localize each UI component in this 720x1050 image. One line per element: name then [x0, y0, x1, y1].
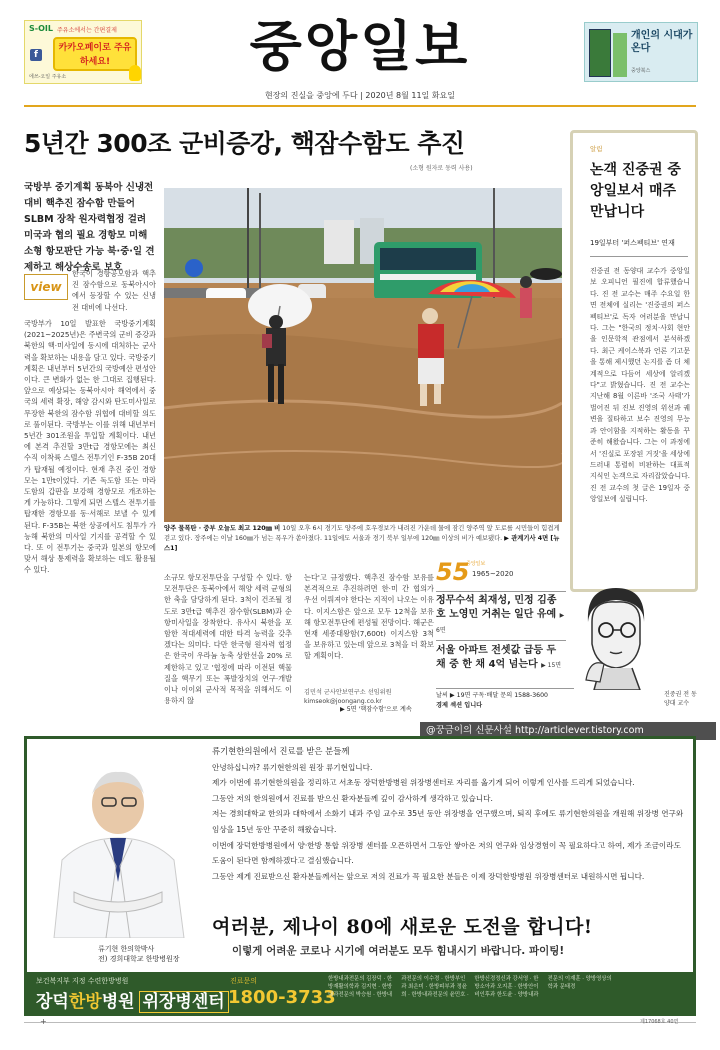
index-item-1-text: 정무수석 최재성, 민정 김종호 노영민 거취는 일단 유예	[436, 595, 557, 620]
masthead-slogan-date: 현장의 진실을 중앙에 두다 | 2020년 8월 11일 화요일	[264, 91, 456, 100]
top-right-book-ad[interactable]	[584, 22, 698, 82]
mascot-icon	[129, 65, 141, 81]
index-item-2-text: 서울 아파트 전셋값 급등 두 채 중 한 채 4억 넘는다	[436, 645, 557, 670]
notice-subtitle: 19일부터 '퍼스펙티브' 연재	[590, 239, 675, 247]
article-byline: 김민석 군사안보연구소 선임위원 kimseok@joongang.co.kr	[304, 689, 392, 705]
index-item-1[interactable]	[436, 594, 566, 638]
anniversary-years: 1965~2020	[472, 570, 514, 578]
index-item-1-page: ▶ 6면	[436, 612, 565, 634]
portrait-caption: 진중권 전 동양대 교수	[664, 691, 697, 707]
anniversary-badge	[436, 558, 568, 588]
doctor-caption	[98, 944, 180, 964]
ad-letter-line: 이번에 장덕한방병원에서 양·한방 통합 위장병 센터를 오픈하면서 그동안 쌓아온 저의 연구와 임상경험이 꼭 필요하다고 하여, 제가 조금이라도 도움이 된다면 함께하겠다고 결심했습니다.	[212, 840, 681, 866]
index-divider	[436, 591, 566, 592]
hospital-designation: 보건복지부 지정 수련한방병원	[36, 977, 129, 985]
lead-body-text: 국방부가 10일 발표한 국방중기계획(2021~2025년)은 주변국의 군비 증강과 북한의 핵·미사일에 동시에 대처하는 군사력을 확보하는 내용을 담고 있다. 국방중기계획은 내년부터 5년간의 국방예산 편성안이다. 큰 변화가 없는 한 그대로 집행된다. 앞으로 예상되는 동북아시아 해역에서 중국의 세력 확장, 해양 감시와 탄도미사일로 무장한 북한의 잠수함 위협에 대비할 의도로 풀이된다. 국방부는 이를 위해 내년부터 5년간 301조원을 투입할 계획이다. 내년에 본격 추진할 3만t급 경항모에는 최신 수직 이착륙 스텔스 전투기인 F-35B 20대가 탑재될 예정이다. 현재 추진 중인 경항모는 1만t이었다. 기존 독도함 또는 마라도함의 갑판을 보강해 경항모로 개조하는 게 가능하다. 그렇게 되면 스텔스 전투기를 탑재한 경항모를 동·서해로 보낼 수 있게 된다. F-35B는 북한 상공에서도 침투가 가능해 북한의 미사일 기지를 공격할 수 있다. 또 이 전투기는 중국과 일본의 항모에 맞서 해상 통제력을 확보하는 데도 활용될 수 있다.	[24, 319, 156, 575]
ad-brand: S-OIL	[29, 24, 53, 33]
footer-divider	[24, 1022, 696, 1023]
book-cover-icon	[589, 29, 611, 77]
phone-label: 진료문의	[230, 977, 258, 985]
notice-body: 진중권 전 동양대 교수가 중앙일보 오피니언 필진에 합류했습니다. 진 전 교수는 매주 수요일 한 면 전체에 실리는 '진중권의 퍼스펙티브'로 독자 여러분을 만납니다. 그는 "한국의 정치·사회 현안을 인문학적 관점에서 분석하겠다. 최근 케이스북과 언론 기고문을 통해 제시했던 논지를 좀 더 체계적으로 다듬어 세상에 알리겠다"고 밝혔습니다. 진 전 교수는 지난해 8월 이른바 '조국 사태'가 벌어진 뒤 진보 진영의 위선과 궤변을 질타하고 보수 진영의 무능과 안이함을 지적하는 활동을 꾸준히 해왔습니다. 그는 이 과정에서 '진실로 포장된 거짓'을 세상에 드러내 통렬히 비판하는 대표적 지식인 논객으로 자리잡았습니다. 진 전 교수의 첫 글은 19일자 중앙일보에 실립니다.	[590, 267, 690, 504]
ad-letter-line: 안녕하십니까? 류기현한의원 원장 류기현입니다.	[212, 762, 373, 772]
anniversary-number: 55	[436, 558, 470, 586]
facebook-icon: f	[30, 49, 42, 61]
continued-link[interactable]: ▶ 5면 '핵잠수함'으로 계속	[340, 706, 412, 713]
photo-caption	[164, 524, 562, 554]
notice-title[interactable]: 논객 진중권 중앙일보서 매주 만납니다	[590, 162, 681, 220]
flood-photo-illustration	[164, 188, 562, 522]
footer-edition: 제17068호 40면	[640, 1019, 679, 1025]
notice-label: 알림	[590, 145, 603, 153]
ad-letter	[212, 744, 688, 884]
hospital-name-highlight: 한방	[68, 992, 102, 1012]
photo-caption-text: 10일 오후 6시 경기도 양주에 호우경보가 내려진 가운데 물에 잠긴 양주역 앞 도로를 시민들이 힘겹게 걷고 있다. 장주에는 이날 160㎜가 넘는 폭우가 쏟아졌다. 11일에도 서울과 경기 북부 일부에 120㎜ 이상의 비가 예보됐다.	[164, 525, 560, 542]
ad-letter-line: 저는 경희대학교 한의과 대학에서 소화기 내과 주임 교수로 35년 동안 위장병을 연구했으며, 퇴직 후에도 류기현한의원을 개원해 위장병 연구와 임상을 15년 동안 꾸준히 해왔습니다.	[212, 809, 684, 834]
footer-marker: +	[40, 1017, 47, 1026]
index-divider	[436, 640, 566, 641]
weather-line: 날씨 ▶ 19면 구독·배달 문의 1588-3600	[436, 692, 548, 699]
hospital-name-part: 장덕	[36, 992, 69, 1012]
hospital-name[interactable]	[36, 987, 229, 1012]
index-item-2-page: ▶ 15면	[541, 662, 562, 669]
lead-paragraph: 한국이 경항공모함과 핵추진 잠수함으로 동북아시아에서 등장할 수 있는 신냉전 대비에 나선다.	[72, 269, 156, 312]
hospital-name-part: 병원	[101, 992, 135, 1012]
anniversary-label: 중앙일보	[466, 561, 486, 567]
blog-watermark: @꿍금이의 신문사설 http://articlever.tistory.com	[420, 722, 716, 740]
ad-tagline: 주유소에서는 간편결제	[57, 27, 117, 34]
hospital-center: 위장병센터	[139, 991, 229, 1013]
ad-small-text: 에쓰-오일 주유소	[29, 74, 67, 80]
index-item-2[interactable]	[436, 644, 566, 673]
masthead-divider	[24, 105, 696, 107]
ad-letter-line: 그동안 저의 한의원에서 진료를 받으신 환자분들께 깊이 감사하게 생각하고 있습니다.	[212, 793, 493, 803]
top-left-ad[interactable]	[24, 20, 142, 84]
doctor-title: 전) 경희대학교 한방병원장	[98, 955, 180, 963]
book-title: 개인의 시대가 온다	[631, 30, 693, 54]
book-publisher: 중앙북스	[631, 68, 651, 74]
article-column-2: 는다'고 규정했다. 핵추진 잠수함 보유를 본격적으로 추진하려면 한·미 간 협의가 우선 이뤄져야 한다는 지적이 나오는 이유다. 이지스함은 앞으로 모두 12척을 보유해 항모전투단에 편성될 전망이다. 해군은 현재 세종대왕함(7,600t) 이지스함 3척을 보유하고 있는데 앞으로 3척을 더 확보할 계획이다.	[304, 573, 434, 661]
photo-related-link[interactable]: ▶ 관계기사 4면 [뉴스1]	[164, 535, 560, 552]
flood-photo[interactable]	[164, 188, 562, 522]
newspaper-logo[interactable]: 중앙일보	[249, 15, 471, 78]
photo-caption-title: 양주 물폭탄 · 중부 오늘도 최고 120㎜ 비	[164, 525, 281, 532]
book-spine-icon	[613, 33, 627, 77]
ad-big-slogan: 여러분, 제나이 80에 새로운 도전을 합니다!	[212, 916, 593, 938]
ad-letter-line: 그동안 제게 진료받으신 환자분들께서는 앞으로 저의 진료가 꼭 필요한 분들은 이제 장덕한방병원 위장병센터로 내원하시면 됩니다.	[212, 871, 645, 881]
ad-cta: 카카오페이로 주유하세요!	[53, 37, 137, 71]
ad-letter-heading: 류기현한의원에서 진료를 받은 분들께	[212, 746, 350, 756]
ad-letter-line: 제가 이번에 류기현한의원을 정리하고 서초동 장덕한방병원 위장병센터로 자리를 옮기게 되어 이렇게 인사를 드리게 되었습니다.	[212, 778, 635, 788]
phone-number[interactable]: 1800-3733	[228, 987, 336, 1008]
article-column-1: 소규모 항모전투단을 구성할 수 있다. 항모전투단은 동북아에서 해양 세력 균형의 한 축을 담당하게 된다. 3척이 건조될 정도로 3만t급 핵추진 잠수함(SLBM)과 순항미사일을 장착한다. 유사시 북한을 포함한 적대세력에 대한 타격 능력을 갖추겠다는 의미다. 다만 한국형 원자력 협정은 한국이 우라늄 농축 상한선을 20% 로 제한하고 있고 '협정에 따라 이전된 핵물질을 핵무기 또는 폭발장치의 연구·개발이나 이이외 군사적 목적을 위해서도 이용하지 않	[164, 573, 292, 706]
ad-sub-slogan: 이렇게 어려운 코로나 시기에 여러분도 모두 힘내시기 바랍니다. 파이팅!	[232, 945, 565, 957]
main-headline[interactable]: 5년간 300조 군비증강, 핵잠수함도 추진	[24, 129, 465, 158]
view-badge: view	[24, 274, 68, 300]
doctor-name: 류기현 한의학박사	[98, 945, 155, 953]
headline-credit: (소형 원자로 동력 사용)	[410, 165, 473, 172]
doctor-photo	[44, 762, 194, 938]
lead-subhead: 국방부 중기계획 동북아 신냉전 대비 핵추진 잠수함 만들어 SLBM 장착 원자력협정 걸려 미국과 협의 필요 경항모 미해 소형 항모판단 가능 북·중·일 견제하고 해상수송로 보호	[24, 182, 155, 273]
columnist-portrait	[570, 582, 660, 690]
notice-divider	[590, 256, 688, 257]
section-note: 경제 섹션 입니다	[436, 702, 483, 709]
weather-subscription-info	[436, 688, 574, 711]
doctor-directory: 한방내과전문의 김장덕 · 한방재활의학과 김지현 · 한방내과전문의 박승원 · 한방내과전문의 이수경 · 한방부인과 최은미 · 한방피부과 정윤희 · 한방내과전문의 윤민호 · 한방신경정신과 강서영 · 한방소아과 오지훈 · 한방안이비인후과 한도윤 · 양방내과전문의 이재훈 · 양방영상의학과 문태경	[328, 976, 612, 998]
